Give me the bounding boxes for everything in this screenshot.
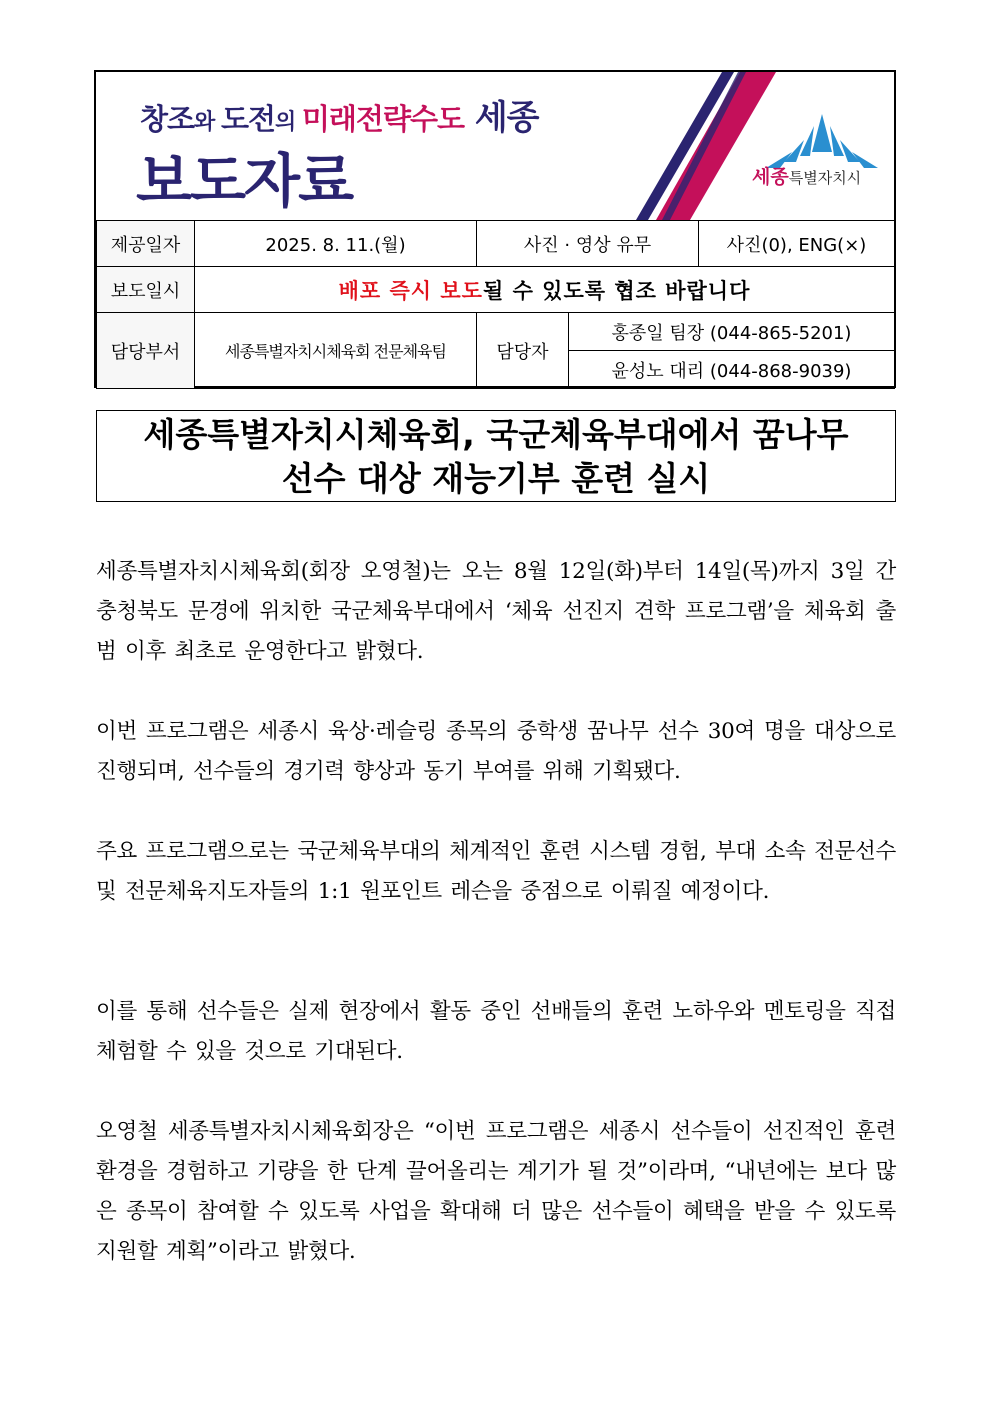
contact-1: 홍종일 팀장 (044-865-5201) xyxy=(569,313,895,351)
headline-line-2: 선수 대상 재능기부 훈련 실시 xyxy=(281,459,711,498)
press-header xyxy=(94,70,896,388)
logo-label: 세종특별자치시 xyxy=(752,166,862,188)
info-table xyxy=(96,220,895,389)
body-paragraph-2: 이번 프로그램은 세종시 육상·레슬링 종목의 중학생 꿈나무 선수 30여 명을 대상으로 진행되며, 선수들의 경기력 향상과 동기 부여를 위해 기획됐다. xyxy=(96,719,896,784)
slogan: 창조와 도전의 미래전략수도 세종 xyxy=(140,98,539,138)
press-release-heading: 보도자료 xyxy=(136,147,353,215)
release-time-message: 배포 즉시 보도될 수 있도록 협조 바랍니다 xyxy=(195,267,895,313)
body-paragraph-1: 세종특별자치시체육회(회장 오영철)는 오는 8월 12일(화)부터 14일(목)까지 3일 간 충청북도 문경에 위치한 국군체육부대에서 ‘체육 선진지 견학 프로그램’을 체육회 출범 이후 최초로 운영한다고 밝혔다. xyxy=(96,559,896,664)
provided-date-value: 2025. 8. 11.(월) xyxy=(195,221,477,267)
body-paragraph-3: 주요 프로그램으로는 국군체육부대의 체계적인 훈련 시스템 경험, 부대 소속 전문선수 및 전문체육지도자들의 1:1 원포인트 레슨을 중점으로 이뤄질 예정이다. xyxy=(96,839,896,904)
headline-line-1: 세종특별자치시체육회, 국군체육부대에서 꿈나무 xyxy=(143,415,849,454)
media-label: 사진 · 영상 유무 xyxy=(477,221,699,267)
release-time-label: 보도일시 xyxy=(97,267,195,313)
body-paragraph-5: 오영철 세종특별자치시체육회장은 “이번 프로그램은 세종시 선수들이 선진적인 훈련 환경을 경험하고 기량을 한 단계 끌어올리는 계기가 될 것”이라며, “내년에는 보다 많은 종목이 참여할 수 있도록 사업을 확대해 더 많은 선수들이 혜택을 받을 수 있도록 지원할 계획”이라고 밝혔다. xyxy=(96,1119,896,1264)
body-paragraph-4: 이를 통해 선수들은 실제 현장에서 활동 중인 선배들의 훈련 노하우와 멘토링을 직접 체험할 수 있을 것으로 기대된다. xyxy=(96,999,896,1064)
contact-2: 윤성노 대리 (044-868-9039) xyxy=(569,351,895,389)
contact-label: 담당자 xyxy=(477,313,569,389)
department-label: 담당부서 xyxy=(97,313,195,389)
banner xyxy=(96,72,894,220)
media-value: 사진(0), ENG(×) xyxy=(699,221,895,267)
provided-date-label: 제공일자 xyxy=(97,221,195,267)
department-value: 세종특별자치시체육회 전문체육팀 xyxy=(195,313,477,389)
headline xyxy=(96,410,896,502)
